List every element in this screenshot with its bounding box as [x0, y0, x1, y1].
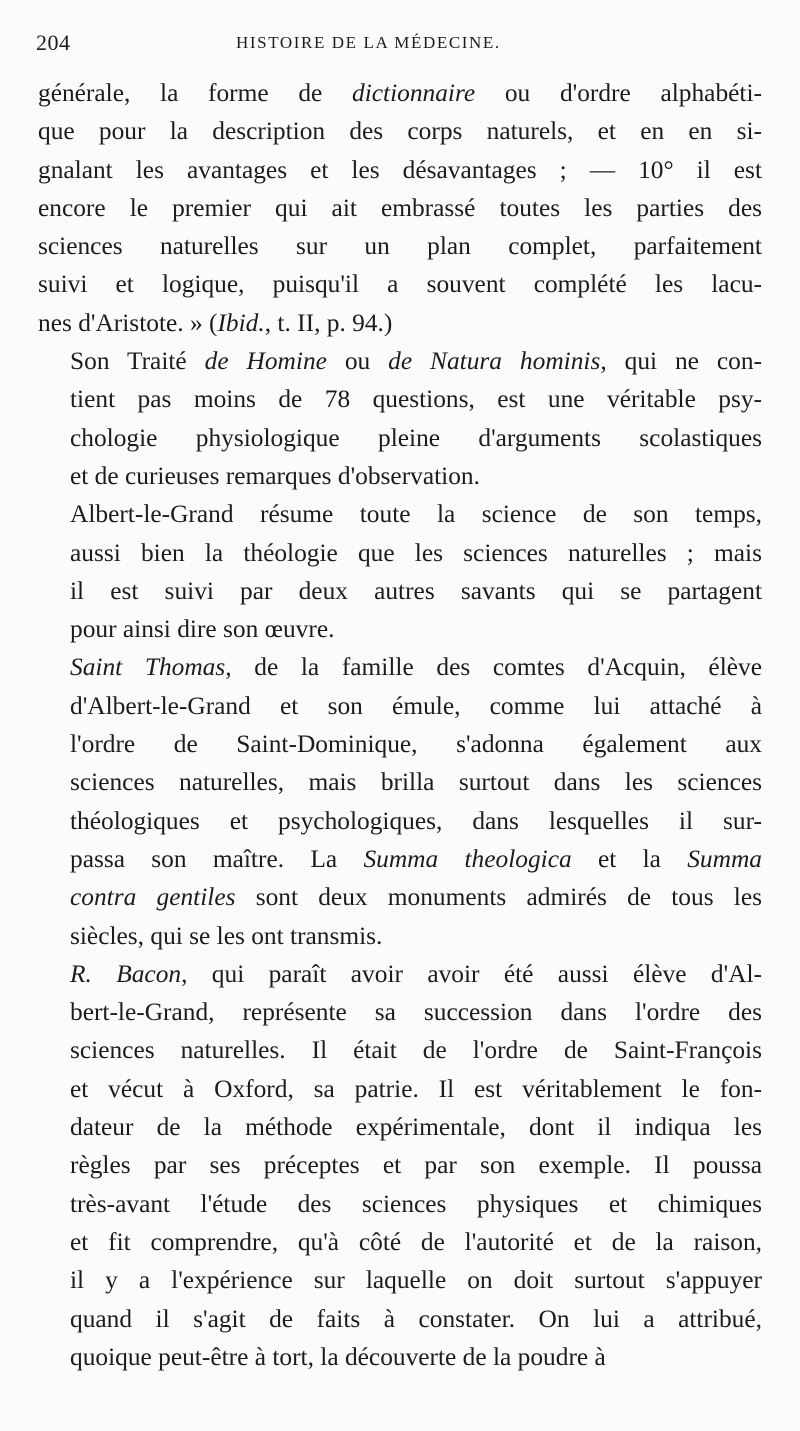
text-span: , de la famille des comtes d'Acquin, élève: [225, 653, 762, 682]
page-header: [36, 30, 760, 56]
italic-text: Summa: [687, 844, 762, 873]
text-line: [38, 74, 762, 112]
page-number: 204: [36, 30, 71, 55]
text-line: [38, 687, 762, 725]
text-span: et de curieuses remarques d'observation.: [70, 461, 480, 490]
italic-text: de Homine: [204, 347, 327, 376]
text-line: [38, 1261, 762, 1299]
italic-text: Ibid.: [217, 308, 265, 337]
text-line: [38, 840, 762, 878]
text-line: [38, 1185, 762, 1223]
text-span: nes d'Aristote. » (: [38, 308, 218, 337]
running-head: HISTOIRE DE LA MÉDECINE.: [236, 33, 501, 52]
text-span: d'Albert-le-Grand et son émule, comme lui attaché à: [70, 691, 762, 720]
text-line: [38, 189, 762, 227]
text-span: et fit comprendre, qu'à côté de l'autorité et de la raison,: [70, 1227, 762, 1256]
paragraph: [38, 342, 762, 495]
text-span: sciences naturelles, mais brilla surtout dans les sciences: [70, 768, 762, 797]
italic-text: contra gentiles: [70, 883, 236, 912]
text-line: [38, 1031, 762, 1069]
text-span: sciences naturelles sur un plan complet, parfaitement: [38, 232, 762, 261]
text-line: [38, 572, 762, 610]
italic-text: dictionnaire: [352, 79, 476, 107]
text-span: suivi et logique, puisqu'il a souvent complété les lacu-: [38, 270, 762, 299]
text-span: tient pas moins de 78 questions, est une véritable psy-: [70, 385, 762, 414]
text-line: [38, 725, 762, 763]
text-span: quoique peut-être à tort, la découverte de la poudre à: [70, 1342, 606, 1371]
text-line: [38, 112, 762, 150]
italic-text: R. Bacon: [70, 959, 182, 988]
text-span: passa son maître. La: [70, 844, 364, 873]
text-line: [38, 1300, 762, 1338]
text-span: sont deux monuments admirés de tous les: [235, 883, 762, 912]
text-line: [38, 917, 762, 955]
text-span: et vécut à Oxford, sa patrie. Il est véritablement le fon-: [70, 1074, 762, 1103]
text-span: et la: [571, 844, 688, 873]
text-span: il est suivi par deux autres savants qui se partagent: [70, 576, 762, 605]
text-span: Son Traité: [70, 347, 205, 376]
text-span: théologiques et psychologiques, dans lesquelles il sur-: [70, 806, 762, 835]
text-line: [38, 878, 762, 916]
text-line: [38, 1070, 762, 1108]
text-span: gnalant les avantages et les désavantages ; — 10° il est: [38, 155, 762, 184]
text-span: pour ainsi dire son œuvre.: [70, 615, 335, 644]
text-line: [38, 457, 762, 495]
text-span: Albert-le-Grand résume toute la science de son temps,: [70, 500, 762, 529]
body-text: [38, 74, 762, 1376]
text-span: sciences naturelles. Il était de l'ordre de Saint-François: [70, 1036, 762, 1065]
text-line: [38, 1108, 762, 1146]
text-line: [38, 227, 762, 265]
text-line: [38, 1146, 762, 1184]
text-line: [38, 1223, 762, 1261]
text-span: bert-le-Grand, représente sa succession dans l'ordre des: [70, 998, 762, 1027]
italic-text: Summa theologica: [363, 844, 572, 873]
italic-text: de Natura hominis: [388, 347, 601, 376]
text-span: générale, la forme de: [38, 79, 352, 107]
text-line: [38, 495, 762, 533]
text-line: [38, 534, 762, 572]
text-line: [38, 265, 762, 303]
paragraph: [38, 648, 762, 954]
text-line: [38, 304, 762, 342]
text-span: , qui ne con-: [600, 347, 762, 376]
text-span: dateur de la méthode expérimentale, dont il indiqua les: [70, 1113, 762, 1142]
text-span: il y a l'expérience sur laquelle on doit surtout s'appuyer: [70, 1266, 762, 1295]
italic-text: Saint Thomas: [70, 653, 226, 682]
text-line: [38, 1338, 762, 1376]
text-span: chologie physiologique pleine d'arguments scolastiques: [70, 423, 762, 452]
paragraph: [38, 74, 762, 342]
text-line: [38, 380, 762, 418]
text-line: [38, 993, 762, 1031]
text-span: très-avant l'étude des sciences physiques et chimiques: [70, 1189, 762, 1218]
paragraph: [38, 495, 762, 648]
text-line: [38, 955, 762, 993]
text-span: quand il s'agit de faits à constater. On lui a attribué,: [70, 1304, 762, 1333]
text-span: que pour la description des corps naturels, et en en si-: [38, 117, 762, 146]
text-span: encore le premier qui ait embrassé toutes les parties des: [38, 193, 762, 222]
text-span: l'ordre de Saint-Dominique, s'adonna également aux: [70, 730, 762, 759]
text-line: [38, 342, 762, 380]
text-line: [38, 763, 762, 801]
text-line: [38, 648, 762, 686]
text-span: , qui paraît avoir avoir été aussi élève d'Al-: [181, 959, 762, 988]
text-span: aussi bien la théologie que les sciences naturelles ; mais: [70, 538, 762, 567]
text-span: ou d'ordre alphabéti-: [475, 79, 762, 107]
text-span: , t. II, p. 94.): [264, 308, 393, 337]
text-line: [38, 802, 762, 840]
text-line: [38, 610, 762, 648]
paragraph: [38, 955, 762, 1376]
text-span: ou: [326, 347, 389, 376]
text-line: [38, 151, 762, 189]
text-line: [38, 419, 762, 457]
text-span: siècles, qui se les ont transmis.: [70, 921, 383, 950]
text-span: règles par ses préceptes et par son exemple. Il poussa: [70, 1151, 762, 1180]
